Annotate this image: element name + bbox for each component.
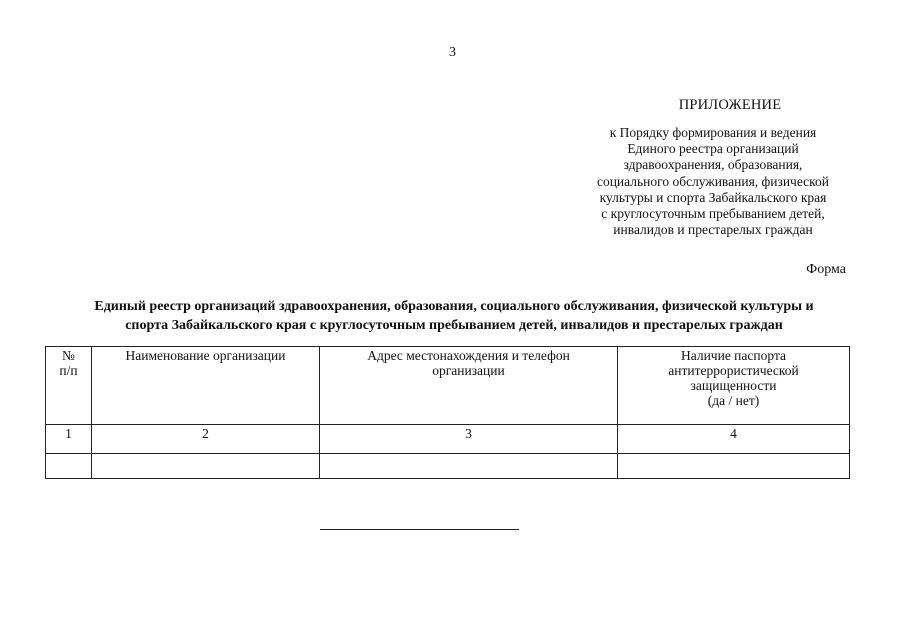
header-text: антитеррористической — [668, 363, 799, 378]
page-number: 3 — [449, 45, 456, 60]
index-cell: 2 — [92, 425, 320, 454]
index-cell: 3 — [320, 425, 618, 454]
appendix-subtitle-line: к Порядку формирования и ведения — [609, 125, 817, 140]
register-title-line: спорта Забайкальского края с круглосуточным пребыванием детей, инвалидов и престарелых граждан — [125, 318, 783, 333]
table-cell — [320, 454, 618, 479]
header-text: Адрес местонахождения и телефон — [367, 348, 570, 363]
appendix-subtitle-line: здравоохранения, образования, — [623, 157, 803, 173]
form-label: Форма — [806, 262, 846, 277]
appendix-subtitle-line: с круглосуточным пребыванием детей, — [601, 206, 825, 222]
header-cell-number — [46, 347, 92, 425]
table-cell — [46, 454, 92, 479]
index-cell: 4 — [618, 425, 850, 454]
header-text: Наличие паспорта — [680, 348, 786, 363]
table-row — [46, 454, 850, 479]
appendix-subtitle-line: социального обслуживания, физической — [596, 173, 830, 189]
signature-line — [320, 529, 519, 530]
table-cell — [92, 454, 320, 479]
appendix-subtitle — [560, 125, 866, 238]
header-cell-organization-name — [92, 347, 320, 425]
header-text: защищенности — [690, 378, 777, 393]
header-cell-address-phone — [320, 347, 618, 425]
appendix-title: ПРИЛОЖЕНИЕ — [678, 97, 782, 113]
table-header-row — [46, 347, 850, 425]
header-cell-passport — [618, 347, 850, 425]
register-title — [40, 297, 868, 335]
header-text: Наименование организации — [125, 348, 286, 363]
appendix-subtitle-line: культуры и спорта Забайкальского края — [599, 189, 827, 205]
table-index-row — [46, 425, 850, 454]
header-text: п/п — [59, 363, 78, 378]
header-text: (да / нет) — [707, 393, 760, 408]
register-table — [45, 346, 850, 479]
header-text: организации — [432, 363, 505, 378]
header-text: № — [62, 348, 75, 363]
index-cell: 1 — [46, 425, 92, 454]
appendix-subtitle-line: Единого реестра организаций — [627, 141, 799, 157]
register-title-line: Единый реестр организаций здравоохранения, образования, социального обслуживания, физической культуры и — [94, 299, 814, 314]
appendix-subtitle-line: инвалидов и престарелых граждан — [613, 222, 813, 238]
table-cell — [618, 454, 850, 479]
